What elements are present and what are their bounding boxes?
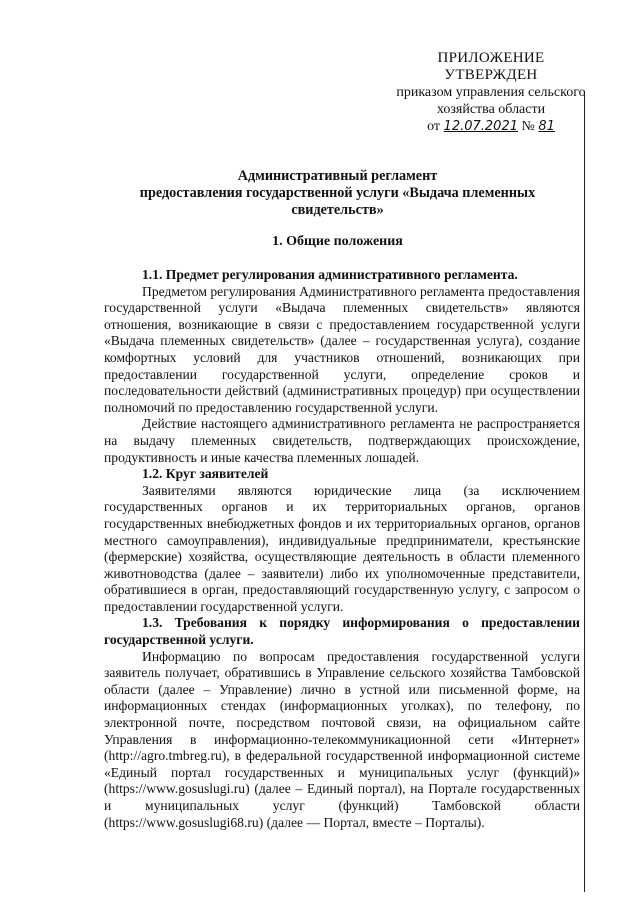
title-line-2: предоставления государственной услуги «Выдача племенных: [139, 185, 536, 201]
subsection-1-3-paragraph: Информацию по вопросам предоставления государственной услуги заявитель получает, обратившись в Управление сельского хозяйства Тамбовской области (далее – Управление) лично в устной или письменной форме, на информационных стендах (информационных уголках), по телефону, по электронной почте, посредством почтовой связи, на официальном сайте Управления в информационно-телекоммуникационной сети «Интернет» (http://agro.tmbreg.ru), в федеральной государственной информационной системе «Единый портал государственных и муниципальных услуг (функций)» (https://www.gosuslugi.ru) (далее – Единый портал), на Портале государственных и муниципальных услуг (функций) Тамбовской области (https://www.gosuslugi68.ru) (далее — Портал, вместе – Порталы).: [104, 648, 580, 830]
order-line-1: приказом управления сельского: [396, 85, 586, 100]
subsection-1-2-paragraph: Заявителями являются юридические лица (за исключением государственных органов и их территориальных органов, органов государственных внебюджетных фондов и их территориальных органов, органов местного самоуправления), индивидуальные предприниматели, крестьянские (фермерские) хозяйства, осуществляющие деятельность в области племенного животноводства (далее – заявители) либо их уполномоченные представители, обратившиеся в орган, предоставляющий государственную услугу, с запросом о предоставлении государственной услуги.: [104, 482, 580, 614]
subsection-1-1-paragraph-1: Предметом регулирования Административного регламента предоставления государственной услуги «Выдача племенных свидетельств» являются отношения, возникающие в связи с предоставлением государственной услуги «Выдача племенных свидетельств» (далее – государственная услуга), создание комфортных условий для участников отношений, возникающих при предоставлении государственной услуги, определение сроков и последовательности действий (административных процедур) при осуществлении полномочий по предоставлению государственной услуги.: [104, 283, 580, 415]
order-line-2: хозяйства области: [436, 102, 546, 117]
subsection-1-3-heading: 1.3. Требования к порядку информирования о предоставлении государственной услуги.: [104, 615, 580, 648]
subsection-1-2-heading: 1.2. Круг заявителей: [142, 466, 269, 482]
number-value: 81: [538, 119, 555, 134]
approval-block: [376, 50, 606, 135]
date-value: 12.07.2021: [443, 119, 518, 134]
section-heading: 1. Общие положения: [272, 234, 403, 249]
document-body: [104, 267, 580, 831]
date-prefix: от: [427, 119, 441, 134]
appendix-label: ПРИЛОЖЕНИЕ: [437, 50, 545, 66]
title-line-1: Административный регламент: [237, 168, 438, 184]
subsection-1-1-heading: 1.1. Предмет регулирования административного регламента.: [142, 267, 518, 282]
title-line-3: свидетельств»: [291, 202, 384, 218]
document-title: [110, 168, 565, 219]
subsection-1-1-paragraph-2: Действие настоящего административного регламента не распространяется на выдачу племенных свидетельств, подтверждающих происхождение, продуктивность и иные качества племенных лошадей.: [104, 416, 580, 465]
approved-label: УТВЕРЖДЕН: [444, 67, 538, 83]
number-prefix: №: [521, 119, 535, 134]
date-line: [376, 118, 606, 135]
margin-line: [584, 92, 585, 892]
